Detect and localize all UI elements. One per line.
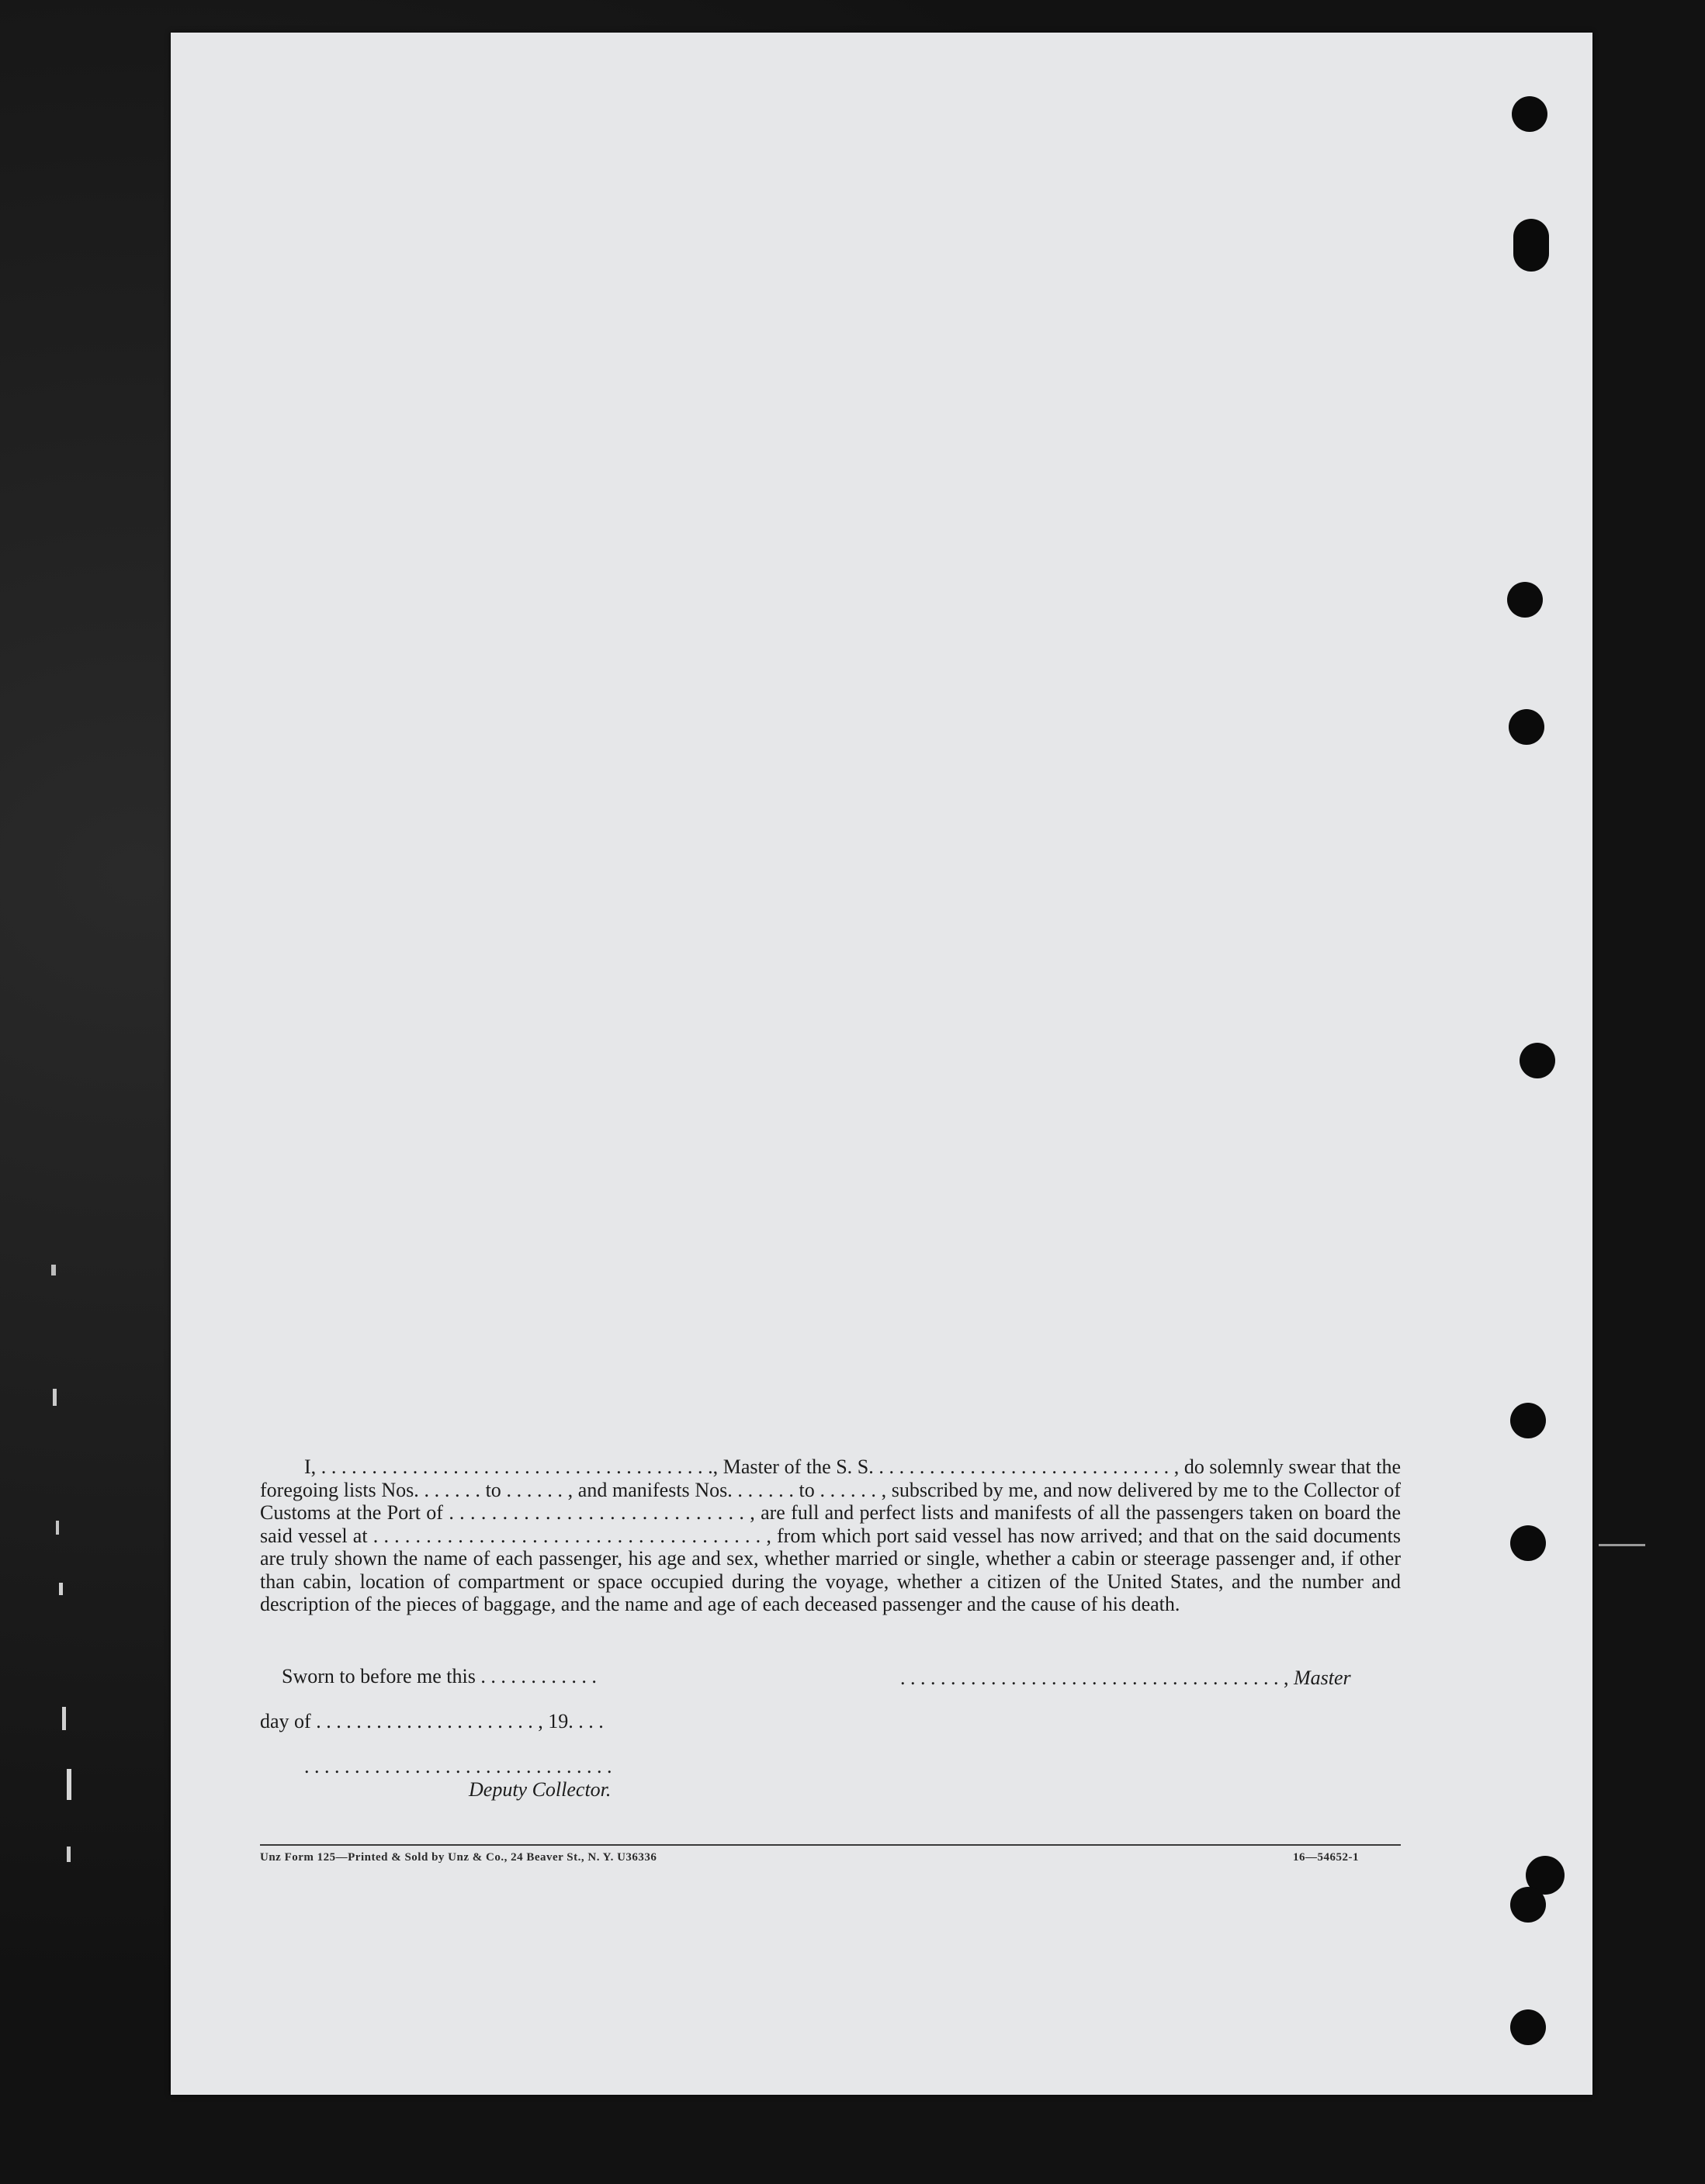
punch-hole — [1512, 96, 1547, 132]
punch-hole — [1507, 582, 1543, 618]
footer-rule — [260, 1844, 1401, 1846]
master-signature-line — [900, 1667, 1351, 1690]
master-label: Master — [1294, 1667, 1351, 1689]
punch-hole — [1513, 219, 1549, 272]
day-line: day of . . . . . . . . . . . . . . . . . . . . . . , 19. . . . — [260, 1710, 604, 1732]
punch-hole — [1510, 1525, 1546, 1561]
printer-imprint: Unz Form 125—Printed & Sold by Unz & Co., 24 Beaver St., N. Y. U36336 — [260, 1851, 657, 1864]
sworn-line: Sworn to before me this . . . . . . . . . . . . — [282, 1665, 597, 1687]
master-dots: . . . . . . . . . . . . . . . . . . . . . . . . . . . . . . . . . . . . . . , — [900, 1667, 1289, 1689]
punch-hole — [1510, 1887, 1546, 1923]
form-number: 16—54652-1 — [1293, 1851, 1359, 1864]
collector-dots: . . . . . . . . . . . . . . . . . . . . . . . . . . . . . . . — [304, 1755, 612, 1777]
oath-paragraph: I, . . . . . . . . . . . . . . . . . . . . . . . . . . . . . . . . . . . . . . ., Master of the S. S. . . . . . . . . . . . . . . . . . . . . . . . . . . . . . , do solemnly swear that the foregoing lists Nos. . . . . . . to . . . . . . , and manifests Nos. . . . . . . to . . . . . . , subscribed by me, and now delivered by me to the Collector of Customs at the Port of . . . . . . . . . . . . . . . . . . . . . . . . . . . . , are full and perfect lists and manifests of all the passengers taken on board the said vessel at . . . . . . . . . . . . . . . . . . . . . . . . . . . . . . . . . . . . . , from which port said vessel has now arrived; and that on the said documents are truly shown the name of each passenger, his age and sex, whether married or single, whether a cabin or steerage passenger and, if other than cabin, location of compartment or space occupied during the voyage, whether a citizen of the United States, and the number and description of the pieces of baggage, and the name and age of each deceased passenger and the cause of his death. — [260, 1455, 1401, 1615]
punch-hole — [1510, 1403, 1546, 1438]
deputy-collector-label: Deputy Collector. — [469, 1778, 612, 1801]
manifest-page — [171, 33, 1592, 2095]
punch-hole — [1509, 709, 1544, 745]
oath-paragraph-block — [260, 1455, 1401, 1616]
punch-hole — [1510, 2009, 1546, 2045]
punch-hole — [1520, 1043, 1555, 1078]
